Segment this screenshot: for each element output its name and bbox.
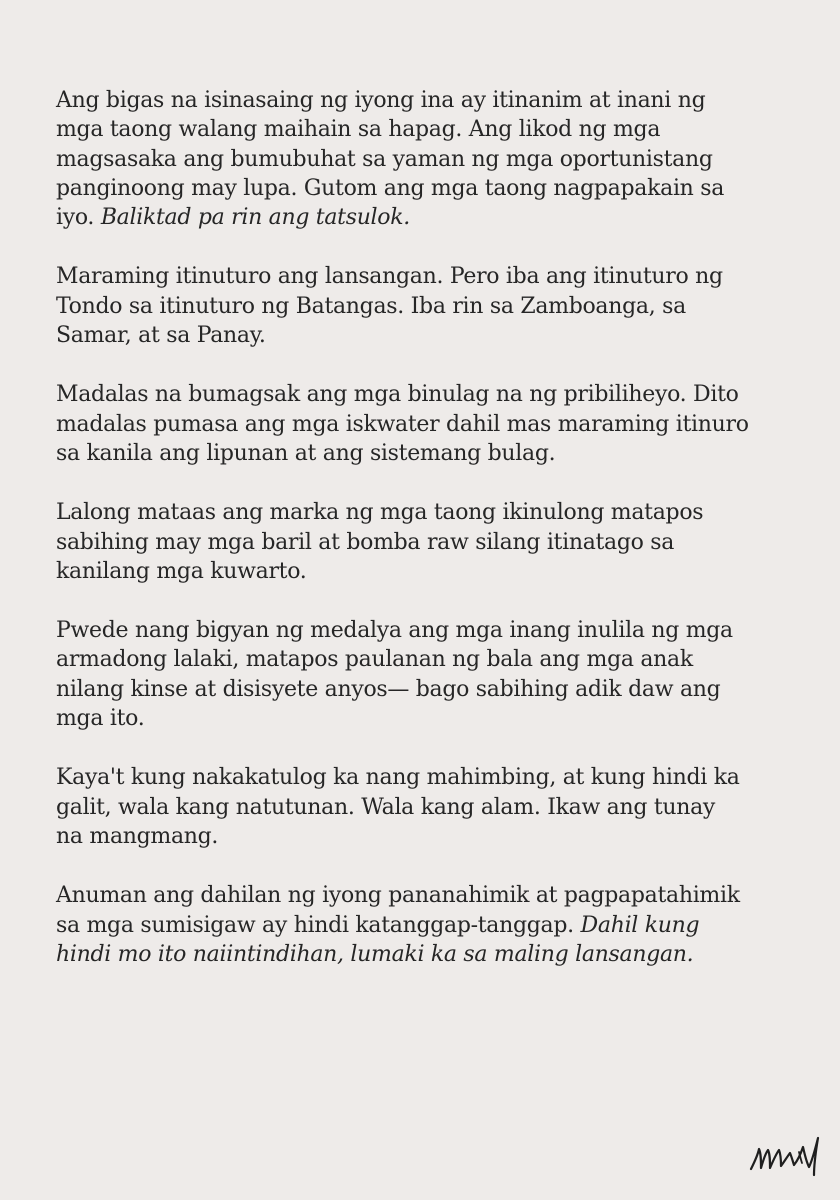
paragraph-3-text: Madalas na bumagsak ang mga binulag na ng pribiliheyo. Dito madalas pumasa ang mga iskwater dahil mas maraming itinuro sa kanila ang lipunan at ang sistemang bulag. xyxy=(56,382,749,466)
paragraph-2-text: Maraming itinuturo ang lansangan. Pero iba ang itinuturo ng Tondo sa itinuturo ng Batangas. Iba rin sa Zamboanga, sa Samar, at sa Panay. xyxy=(56,264,723,349)
paragraph-5-text: Pwede nang bigyan ng medalya ang mga inang inulila ng mga armadong lalaki, matapos paulanan ng bala ang mga anak nilang kinse at disisyete anyos— bago sabihing adik daw ang mga ito. xyxy=(56,618,733,732)
paragraph-1-italic: Baliktad pa rin ang tatsulok. xyxy=(100,205,410,231)
paragraph-4 xyxy=(56,498,786,586)
paragraph-6 xyxy=(56,763,786,851)
paragraph-5 xyxy=(56,616,786,733)
paragraph-7-italic: Dahil kung hindi mo ito naiintindihan, lumaki ka sa maling lansangan. xyxy=(56,912,700,967)
paragraph-1-text: Ang bigas na isinasaing ng iyong ina ay itinanim at inani ng mga taong walang maihain sa hapag. Ang likod ng mga magsasaka ang bumubuhat sa yaman ng mga oportunistang panginoong may lupa. Gutom ang mga taong nagpapakain sa iyo. xyxy=(56,88,725,231)
paragraph-1 xyxy=(56,86,786,232)
paragraph-3 xyxy=(56,380,786,468)
paragraph-4-text: Lalong mataas ang marka ng mga taong ikinulong matapos sabihing may mga baril at bomba raw silang itinatago sa kanilang mga kuwarto. xyxy=(56,500,704,584)
paragraph-7 xyxy=(56,881,786,969)
paragraph-7-text: Anuman ang dahilan ng iyong pananahimik at pagpapatahimik sa mga sumisigaw ay hindi katanggap-tanggap. xyxy=(56,883,740,938)
paragraph-6-text: Kaya't kung nakakatulog ka nang mahimbing, at kung hindi ka galit, wala kang natutunan. Wala kang alam. Ikaw ang tunay na mangmang. xyxy=(56,765,740,849)
poem-body xyxy=(56,86,786,999)
signature-mark xyxy=(748,1130,822,1178)
paragraph-2 xyxy=(56,262,786,350)
